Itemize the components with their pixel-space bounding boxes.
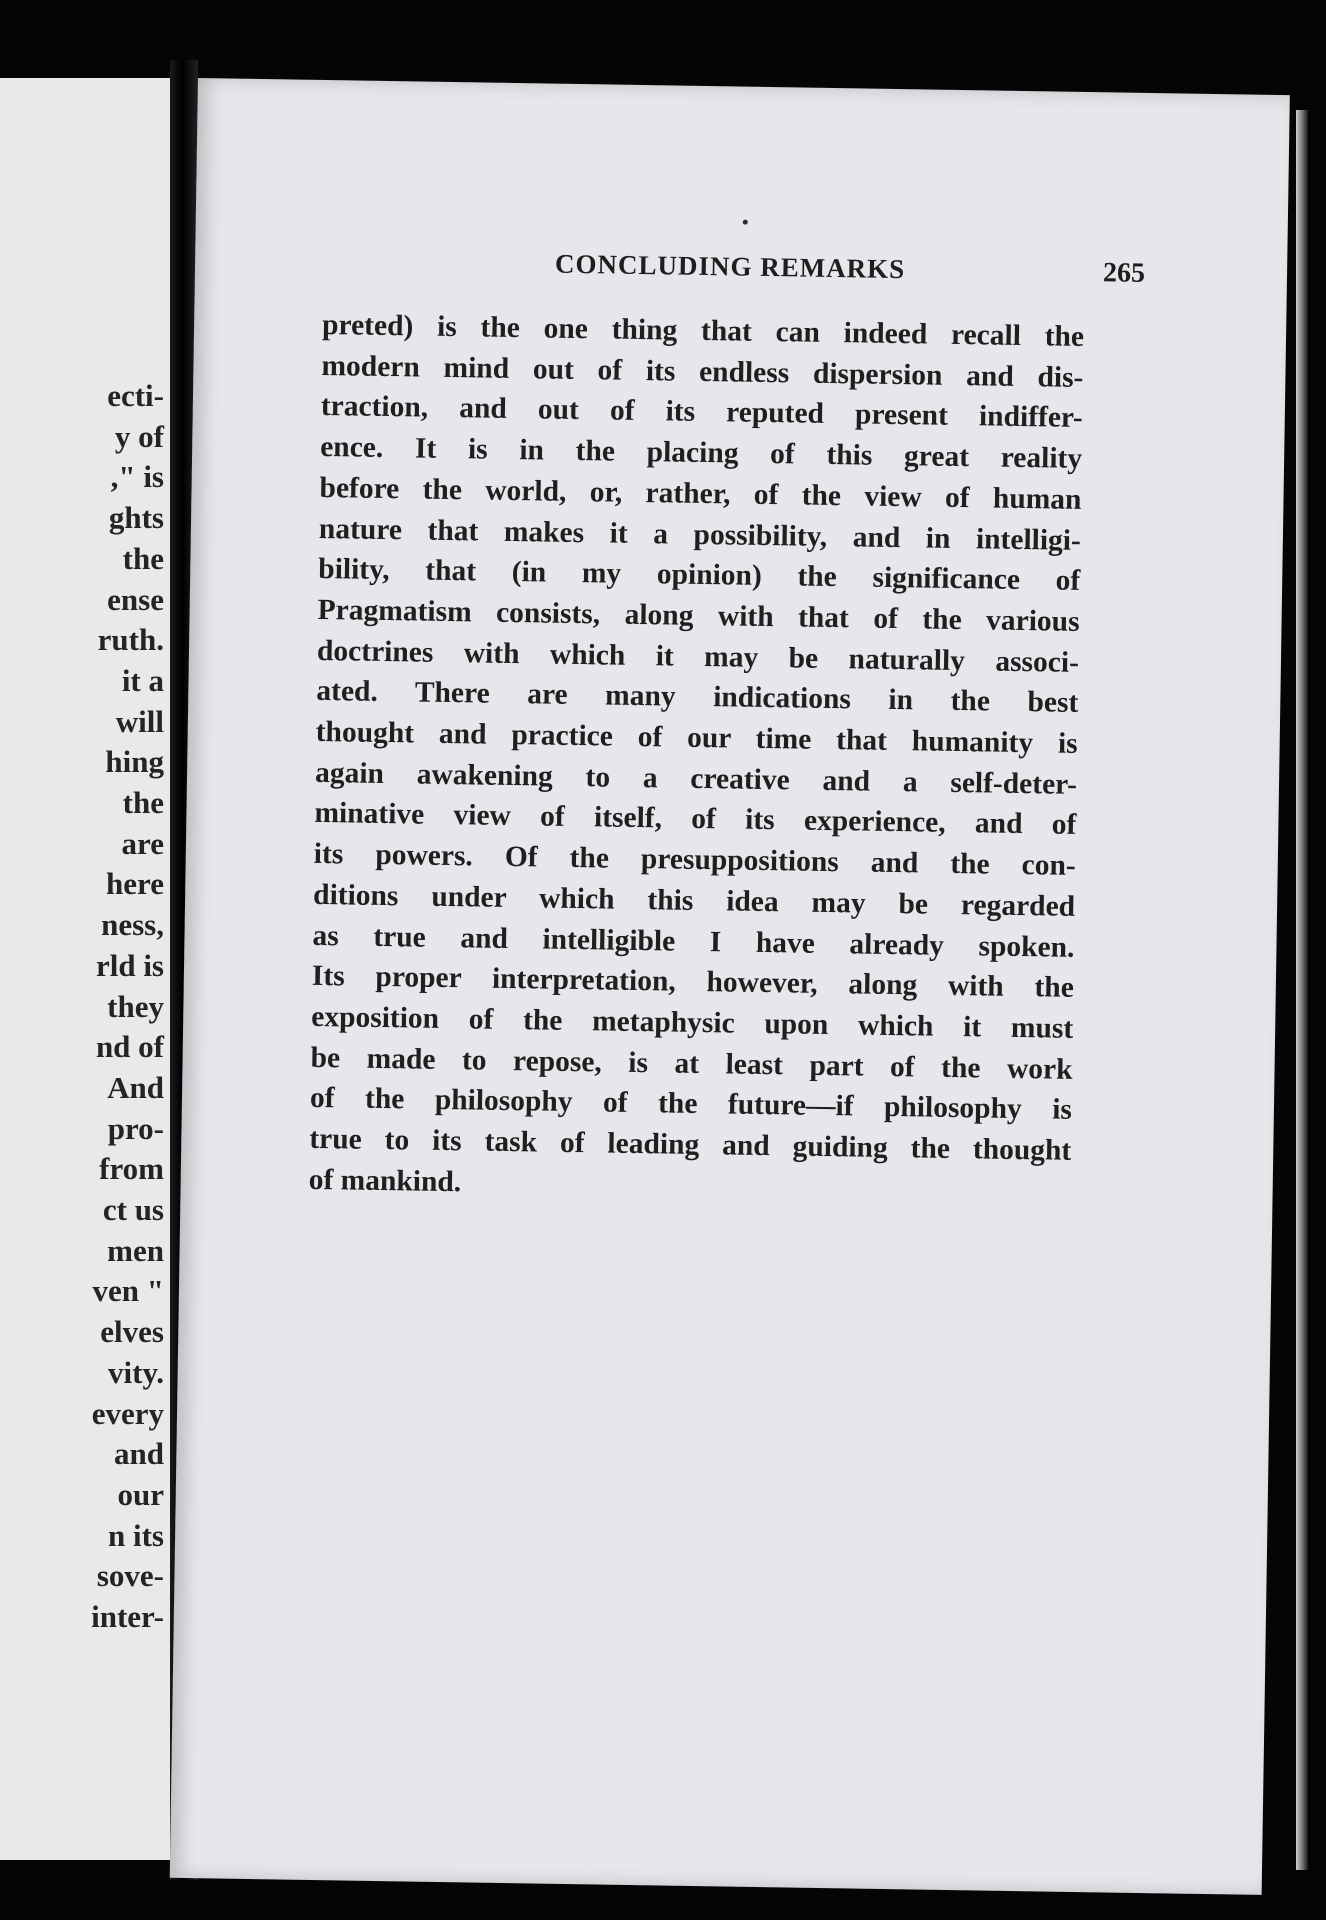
left-text-line: ghts	[108, 500, 164, 536]
left-text-line: men	[107, 1232, 164, 1268]
text-line: again awakening to a creative and a self-deter-	[314, 756, 1078, 801]
text-line: before the world, or, rather, of the view of human	[319, 471, 1082, 516]
left-text-line: And	[107, 1069, 164, 1105]
text-line: ence. It is in the placing of this great reality	[319, 431, 1083, 476]
text-line: modern mind out of its endless dispersion and dis-	[321, 349, 1084, 394]
text-line: nature that makes it a possibility, and in intelligi-	[318, 512, 1082, 557]
left-page	[0, 78, 174, 1860]
running-head	[315, 245, 1146, 298]
left-text-line: will	[115, 703, 164, 739]
left-text-line: ecti-	[107, 378, 164, 413]
left-text-line: every	[91, 1395, 164, 1431]
left-text-line: vity.	[108, 1354, 164, 1390]
left-text-line: ven "	[92, 1273, 164, 1309]
left-text-line: ruth.	[97, 622, 164, 658]
left-text-line: ct us	[102, 1192, 164, 1228]
left-text-line: from	[99, 1151, 164, 1187]
left-text-line: the	[122, 540, 164, 576]
left-text-line: it a	[121, 662, 164, 698]
text-line: exposition of the metaphysic upon which it must	[311, 1000, 1074, 1045]
text-line: thought and practice of our time that humanity is	[315, 715, 1078, 760]
left-text-line: ," is	[110, 459, 164, 495]
page-number: 265	[1102, 257, 1146, 289]
text-line: Pragmatism consists, along with that of the various	[317, 593, 1080, 638]
left-text-line: hing	[105, 744, 164, 780]
text-line: Its proper interpretation, however, along with the	[311, 960, 1075, 1005]
left-text-line: pro-	[107, 1110, 164, 1146]
right-page	[170, 78, 1290, 1895]
page-edge	[1296, 110, 1308, 1870]
text-line: be made to repose, is at least part of the work	[310, 1041, 1073, 1086]
text-line: doctrines with which it may be naturally associ-	[316, 634, 1080, 679]
running-title: CONCLUDING REMARKS	[554, 248, 906, 285]
left-text-line: rld is	[95, 947, 164, 983]
left-page-text	[91, 376, 164, 1638]
left-text-line: n its	[108, 1517, 164, 1553]
left-text-line: inter-	[91, 1599, 164, 1635]
left-text-line: and	[114, 1436, 164, 1472]
text-line: ditions under which this idea may be regarded	[312, 878, 1076, 923]
left-text-line: ness,	[101, 907, 164, 943]
left-text-line: here	[106, 866, 164, 902]
text-line: its powers. Of the presuppositions and the con-	[313, 838, 1076, 883]
text-line: ated. There are many indications in the best	[316, 675, 1079, 720]
left-text-line: y of	[114, 418, 164, 454]
left-text-line: the	[122, 785, 164, 821]
left-text-line: elves	[100, 1314, 164, 1350]
body-text	[308, 305, 1084, 1212]
left-text-line: sove-	[96, 1558, 164, 1594]
text-line: as true and intelligible I have already spoken.	[312, 919, 1075, 964]
left-text-line: nd of	[95, 1029, 164, 1065]
left-text-line: ense	[107, 581, 164, 617]
left-text-line: our	[117, 1476, 164, 1512]
left-text-line: are	[121, 825, 164, 861]
text-line: traction, and out of its reputed present indiffer-	[320, 390, 1084, 435]
text-line: preted) is the one thing that can indeed recall the	[321, 308, 1085, 353]
text-line: minative view of itself, of its experience, and of	[314, 797, 1077, 842]
ink-dot	[743, 220, 748, 225]
text-line: true to its task of leading and guiding the thought	[309, 1122, 1072, 1167]
text-line: of mankind.	[308, 1163, 462, 1199]
text-line: of the philosophy of the future—if philosophy is	[309, 1082, 1073, 1127]
text-line: bility, that (in my opinion) the significance of	[318, 553, 1081, 598]
left-text-line: they	[107, 988, 164, 1024]
